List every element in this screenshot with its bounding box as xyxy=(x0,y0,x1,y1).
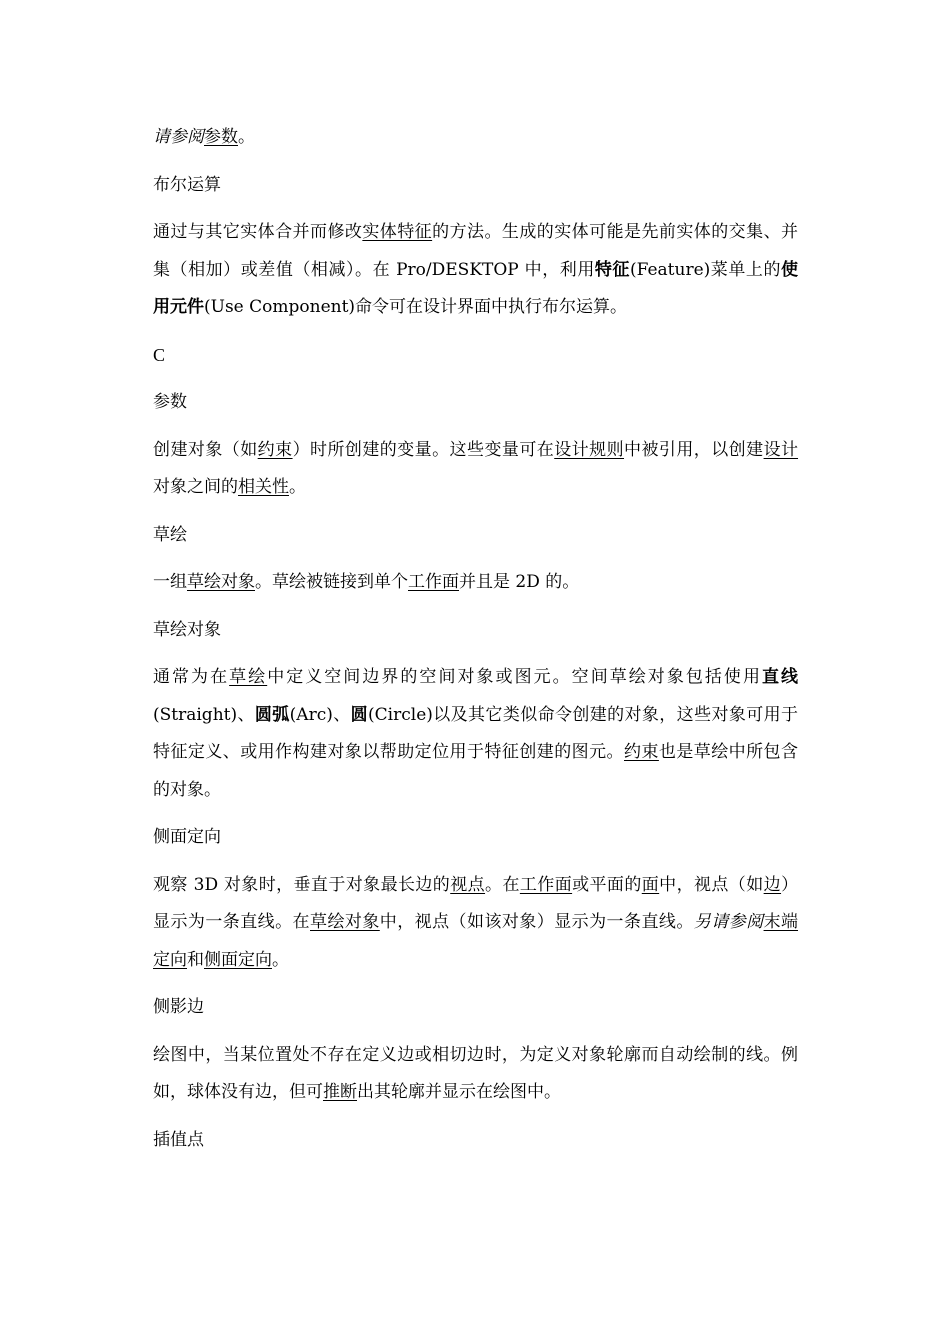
see-also-italic: 另请参阅 xyxy=(693,912,764,932)
def-side-orientation: 观察 3D 对象时，垂直于对象最长边的视点。在工作面或平面的面中，视点（如边）显示为一条直线。在草绘对象中，视点（如该对象）显示为一条直线。另请参阅末端定向和侧面定向。 xyxy=(153,874,799,970)
def-parameter: 创建对象（如约束）时所创建的变量。这些变量可在设计规则中被引用，以创建设计对象之间的相关性。 xyxy=(153,439,799,497)
term-boolean: 布尔运算 xyxy=(153,174,221,195)
def-boolean: 通过与其它实体合并而修改实体特征的方法。生成的实体可能是先前实体的交集、并集（相加）或差值（相减）。在 Pro/DESKTOP 中，利用特征(Feature)菜单上的使用元件(Use Component)命令可在设计界面中执行布尔运算。 xyxy=(153,222,799,317)
command-circle: 圆 xyxy=(350,704,369,725)
term-sketch-object: 草绘对象 xyxy=(153,619,221,640)
link-end-orientation[interactable]: 末端定向 xyxy=(153,912,799,970)
link-sketch-object[interactable]: 草绘对象 xyxy=(187,572,255,592)
link-face[interactable]: 面 xyxy=(641,874,660,895)
term-interpolation-point: 插值点 xyxy=(153,1129,204,1150)
link-sketch-object-2[interactable]: 草绘对象 xyxy=(310,912,380,932)
menu-feature: 特征 xyxy=(594,259,630,280)
def-silhouette-edge: 绘图中，当某位置处不存在定义边或相切边时，为定义对象轮廓而自动绘制的线。例如，球体没有边，但可推断出其轮廓并显示在绘图中。 xyxy=(153,1044,798,1102)
link-design-rule[interactable]: 设计规则 xyxy=(554,439,625,460)
link-edge[interactable]: 边 xyxy=(763,874,782,895)
link-solid-feature[interactable]: 实体特征 xyxy=(362,222,433,242)
link-viewpoint[interactable]: 视点 xyxy=(450,874,486,895)
see-also-line: 请参阅参数。 xyxy=(153,127,255,147)
command-use-component: 使用元件 xyxy=(153,259,798,317)
link-dependency[interactable]: 相关性 xyxy=(238,477,289,497)
term-silhouette-edge: 侧影边 xyxy=(153,997,204,1017)
term-sketch: 草绘 xyxy=(153,524,187,545)
term-side-orientation: 侧面定向 xyxy=(153,827,221,847)
link-workplane-2[interactable]: 工作面 xyxy=(519,874,573,895)
glossary-content xyxy=(153,119,798,1159)
command-arc: 圆弧 xyxy=(254,704,290,725)
link-constraint-2[interactable]: 约束 xyxy=(624,742,659,762)
def-sketch-object: 通常为在草绘中定义空间边界的空间对象或图元。空间草绘对象包括使用直线(Straight)、圆弧(Arc)、圆(Circle)以及其它类似命令创建的对象，这些对象可用于特征定义、或用作构建对象以帮助定位用于特征创建的图元。约束也是草绘中所包含的对象。 xyxy=(153,667,799,800)
link-constraint[interactable]: 约束 xyxy=(257,439,293,460)
see-also-prefix: 请参阅 xyxy=(153,127,204,147)
link-parameters[interactable]: 参数 xyxy=(204,127,238,147)
section-heading-c: C xyxy=(153,344,166,365)
link-infer[interactable]: 推断 xyxy=(323,1082,357,1102)
def-sketch: 一组草绘对象。草绘被链接到单个工作面并且是 2D 的。 xyxy=(153,572,580,592)
link-sketch[interactable]: 草绘 xyxy=(229,667,268,687)
term-parameter: 参数 xyxy=(153,392,187,412)
link-design[interactable]: 设计 xyxy=(763,439,799,460)
command-straight: 直线 xyxy=(761,667,799,687)
link-side-orientation[interactable]: 侧面定向 xyxy=(204,949,272,970)
link-workplane[interactable]: 工作面 xyxy=(408,572,459,592)
